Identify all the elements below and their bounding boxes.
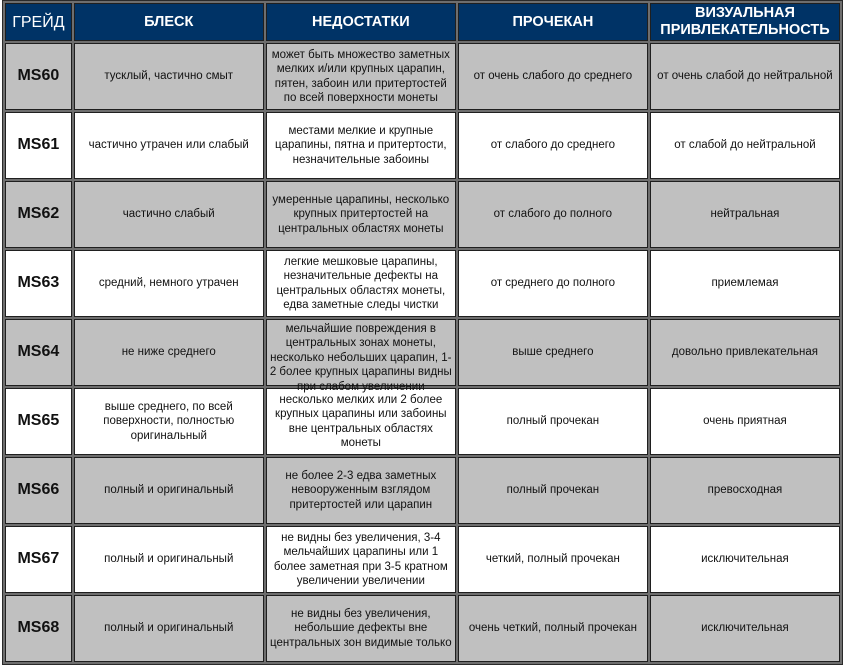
defects-text: не видны без увеличения, небольшие дефекты вне центральных зон видимые только <box>270 607 452 649</box>
header-luster: БЛЕСК <box>74 3 264 41</box>
defects-cell <box>266 181 456 248</box>
luster-cell: не ниже среднего <box>74 319 264 386</box>
header-eye-appeal: ВИЗУАЛЬНАЯ ПРИВЛЕКАТЕЛЬНОСТЬ <box>650 3 840 41</box>
defects-text: мельчайшие повреждения в центральных зонах монеты, несколько небольших царапин, 1-2 более крупных царапины видны при слабом увеличении <box>269 322 452 393</box>
appeal-cell: довольно привлекательная <box>650 319 840 386</box>
strike-cell: от слабого до среднего <box>458 112 648 179</box>
defects-cell <box>266 595 456 662</box>
strike-cell: выше среднего <box>458 319 648 386</box>
appeal-cell: приемлемая <box>650 250 840 317</box>
strike-cell: полный прочекан <box>458 457 648 524</box>
table-row <box>5 250 840 317</box>
appeal-cell: исключительная <box>650 595 840 662</box>
grade-cell: MS62 <box>5 181 72 248</box>
header-grade: ГРЕЙД <box>5 3 72 41</box>
luster-cell: частично слабый <box>74 181 264 248</box>
table-row <box>5 526 840 593</box>
strike-cell: полный прочекан <box>458 388 648 455</box>
coin-grading-table <box>2 0 843 665</box>
defects-cell <box>266 319 456 393</box>
grade-cell: MS63 <box>5 250 72 317</box>
grade-cell: MS64 <box>5 319 72 386</box>
appeal-cell: от очень слабой до нейтральной <box>650 43 840 110</box>
appeal-cell: очень приятная <box>650 388 840 455</box>
table-row <box>5 595 840 662</box>
grade-cell: MS66 <box>5 457 72 524</box>
defects-cell <box>266 526 456 593</box>
defects-cell <box>266 250 456 317</box>
defects-cell <box>266 457 456 524</box>
appeal-cell: превосходная <box>650 457 840 524</box>
appeal-cell: от слабой до нейтральной <box>650 112 840 179</box>
table-row <box>5 319 840 386</box>
defects-cell <box>266 388 456 455</box>
defects-text: может быть множество заметных мелких и/или крупных царапин, пятен, забоин или притертостей по всей поверхности монеты <box>271 48 450 104</box>
grade-cell: MS68 <box>5 595 72 662</box>
defects-text: легкие мешковые царапины, незначительные дефекты на центральных областях монеты, едва заметные следы чистки <box>276 255 446 311</box>
appeal-cell: нейтральная <box>650 181 840 248</box>
defects-text: умеренные царапины, несколько крупных притертостей на центральных областях монеты <box>272 193 450 235</box>
luster-cell: полный и оригинальный <box>74 595 264 662</box>
strike-cell: четкий, полный прочекан <box>458 526 648 593</box>
luster-cell: частично утрачен или слабый <box>74 112 264 179</box>
defects-text: местами мелкие и крупные царапины, пятна и притертости, незначительные забоины <box>275 124 447 166</box>
table-row <box>5 457 840 524</box>
table-row <box>5 388 840 455</box>
header-defects: НЕДОСТАТКИ <box>266 3 456 41</box>
luster-cell: полный и оригинальный <box>74 526 264 593</box>
strike-cell: от очень слабого до среднего <box>458 43 648 110</box>
luster-cell: средний, немного утрачен <box>74 250 264 317</box>
header-strike: ПРОЧЕКАН <box>458 3 648 41</box>
defects-text: несколько мелких или 2 более крупных царапины или забоины вне центральных областях монеты <box>275 393 447 449</box>
defects-text: не более 2-3 едва заметных невооруженным взглядом притертостей или царапин <box>285 469 437 511</box>
luster-cell: полный и оригинальный <box>74 457 264 524</box>
appeal-cell: исключительная <box>650 526 840 593</box>
table-row <box>5 112 840 179</box>
defects-cell <box>266 43 456 110</box>
defects-text: не видны без увеличения, 3-4 мельчайших царапины или 1 более заметная при 3-5 кратном увеличении увеличении <box>273 531 448 587</box>
table-row <box>5 181 840 248</box>
grade-cell: MS65 <box>5 388 72 455</box>
luster-cell: тусклый, частично смыт <box>74 43 264 110</box>
table-header <box>5 3 840 41</box>
strike-cell: от слабого до полного <box>458 181 648 248</box>
table-row <box>5 43 840 110</box>
defects-cell <box>266 112 456 179</box>
grade-cell: MS67 <box>5 526 72 593</box>
header-row <box>5 3 840 41</box>
luster-cell: выше среднего, по всей поверхности, полностью оригинальный <box>74 388 264 455</box>
strike-cell: от среднего до полного <box>458 250 648 317</box>
grade-cell: MS61 <box>5 112 72 179</box>
table-body <box>5 43 840 662</box>
grade-cell: MS60 <box>5 43 72 110</box>
strike-cell: очень четкий, полный прочекан <box>458 595 648 662</box>
